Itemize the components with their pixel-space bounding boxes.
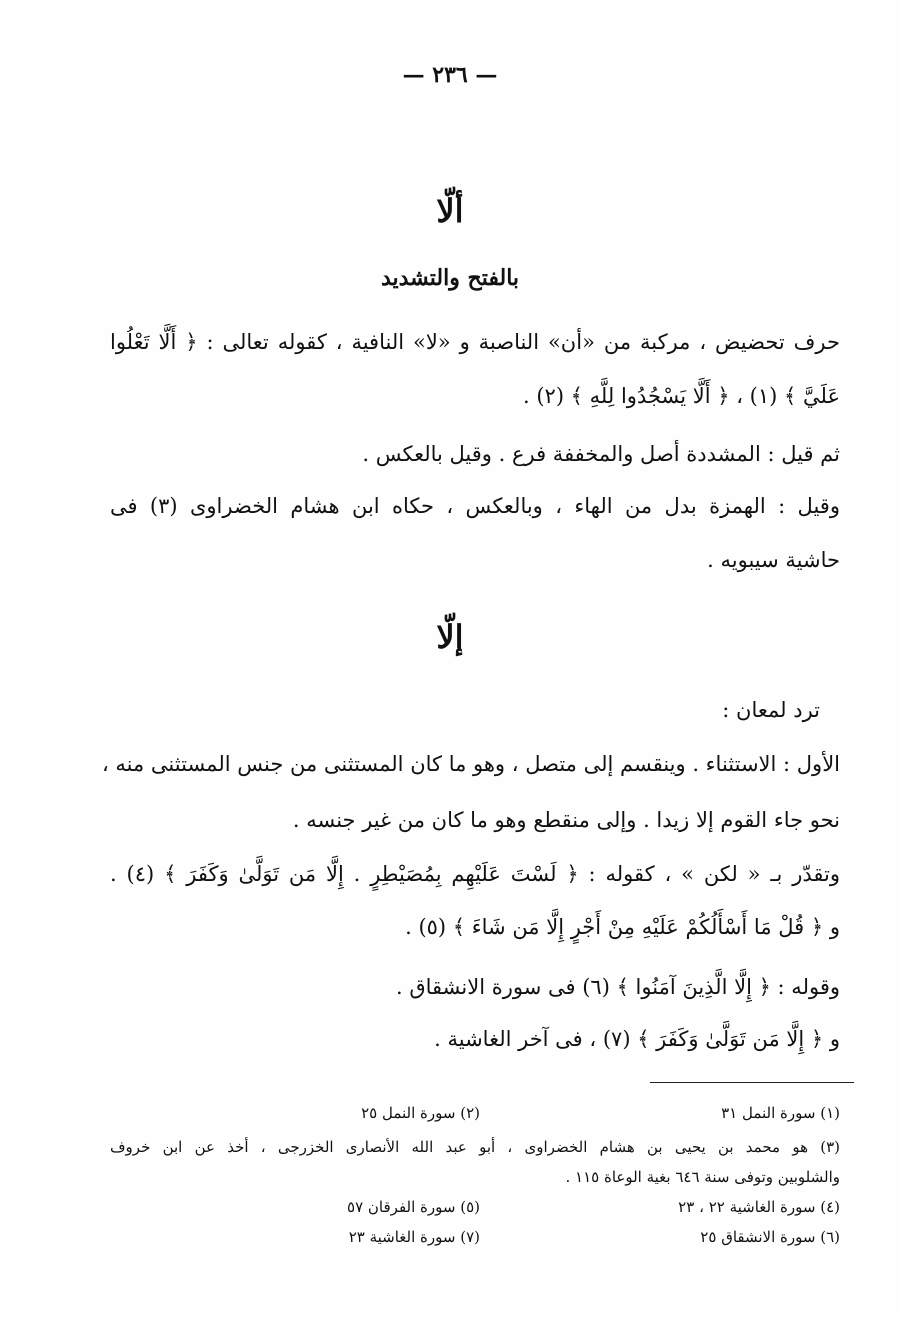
paragraph-line: وقيل : الهمزة بدل من الهاء ، وبالعكس ، حكاه ابن هشام الخضراوى (٣) فى: [110, 494, 840, 518]
footnote-1: (١) سورة النمل ٣١: [721, 1104, 840, 1122]
footnote-6: (٦) سورة الانشقاق ٢٥: [700, 1228, 840, 1246]
paragraph-line: وتقدّر بـ « لكن » ، كقوله : ﴿ لَسْتَ عَلَيْهِم بِمُصَيْطِرٍ . إِلَّا مَن تَوَلَّىٰ وَكَفَرَ ﴾ (٤) .: [110, 862, 840, 886]
section-heading-illa: إلّا: [436, 618, 464, 656]
paragraph-line: ترد لمعان :: [722, 698, 820, 722]
footnote-divider: [650, 1082, 854, 1083]
footnote-5: (٥) سورة الفرقان ٥٧: [347, 1198, 480, 1216]
paragraph-line: ثم قيل : المشددة أصل والمخففة فرع . وقيل بالعكس .: [362, 442, 840, 466]
section-subheading-alla: بالفتح والتشديد: [380, 265, 520, 291]
paragraph-line: نحو جاء القوم إلا زيدا . وإلى منقطع وهو ما كان من غير جنسه .: [292, 808, 840, 832]
paragraph-line: حاشية سيبويه .: [707, 548, 840, 572]
paragraph-line: عَلَيَّ ﴾ (١) ، ﴿ أَلَّا يَسْجُدُوا لِلَّهِ ﴾ (٢) .: [522, 384, 840, 408]
footnote-7: (٧) سورة الغاشية ٢٣: [348, 1228, 480, 1246]
footnote-3-line-2: والشلوبين وتوفى سنة ٦٤٦ بغية الوعاة ١١٥ .: [565, 1168, 840, 1186]
paragraph-line: وقوله : ﴿ إِلَّا الَّذِينَ آمَنُوا ﴾ (٦) فى سورة الانشقاق .: [396, 975, 840, 999]
section-heading-alla: ألّا: [436, 192, 464, 230]
paragraph-line: و ﴿ قُلْ مَا أَسْأَلُكُمْ عَلَيْهِ مِنْ أَجْرٍ إِلَّا مَن شَاءَ ﴾ (٥) .: [405, 915, 840, 939]
paragraph-line: الأول : الاستثناء . وينقسم إلى متصل ، وهو ما كان المستثنى من جنس المستثنى منه ،: [101, 752, 840, 776]
footnote-2: (٢) سورة النمل ٢٥: [361, 1104, 480, 1122]
paragraph-line: حرف تحضيض ، مركبة من «أن» الناصبة و «لا» النافية ، كقوله تعالى : ﴿ أَلَّا تَعْلُوا: [110, 330, 840, 354]
footnote-3-line-1: (٣) هو محمد بن يحيى بن هشام الخضراوى ، أبو عبد الله الأنصارى الخزرجى ، أخذ عن ابن خروف: [110, 1138, 840, 1156]
page-number: — ٢٣٦ —: [402, 62, 498, 88]
footnote-4: (٤) سورة الغاشية ٢٢ ، ٢٣: [678, 1198, 840, 1216]
paragraph-line: و ﴿ إِلَّا مَن تَوَلَّىٰ وَكَفَرَ ﴾ (٧) ، فى آخر الغاشية .: [434, 1027, 840, 1051]
